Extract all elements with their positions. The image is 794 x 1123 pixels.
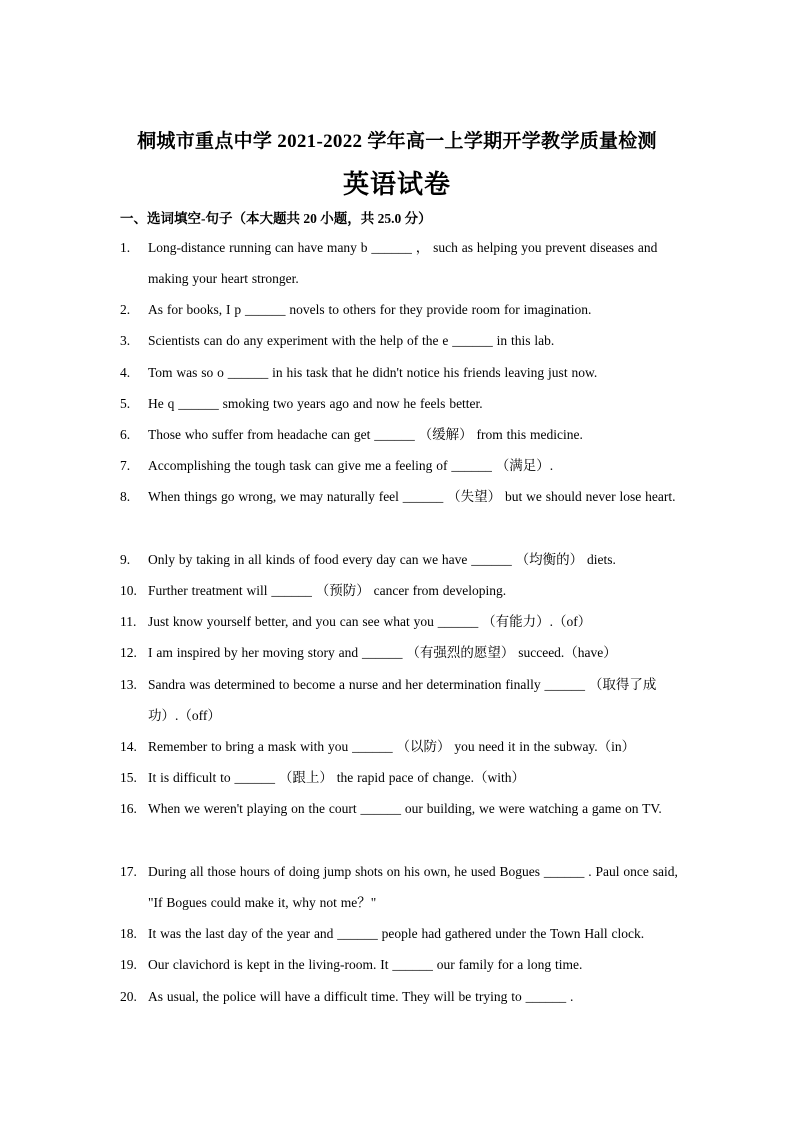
question-number: 11. [120,614,137,629]
question-text: It was the last day of the year and ______ people had gathered under the Town Hall clock. [148,926,645,941]
question-item [120,294,680,325]
question-text: Accomplishing the tough task can give me a feeling of ______ （满足）. [148,458,554,473]
question-text: I am inspired by her moving story and ______ （有强烈的愿望） succeed.（have） [148,645,617,660]
question-number: 20. [120,989,137,1004]
question-item [120,388,680,419]
page-subtitle: 英语试卷 [342,170,451,199]
question-item [120,918,680,949]
question-number: 6. [120,427,131,442]
question-item [120,544,680,575]
question-text: Remember to bring a mask with you ______ （以防） you need it in the subway.（in） [148,739,636,754]
question-text: Long-distance running can have many b ______ ， such as helping you prevent diseases and making your heart stronger. [148,240,658,286]
question-item [120,575,680,606]
question-item [120,731,680,762]
question-number: 4. [120,365,131,380]
question-text: It is difficult to ______ （跟上） the rapid pace of change.（with） [148,770,526,785]
question-number: 18. [120,926,137,941]
question-item [120,232,680,294]
question-text: Just know yourself better, and you can see what you ______ （有能力）.（of） [148,614,592,629]
question-text: When things go wrong, we may naturally feel ______ （失望） but we should never lose heart. [148,489,676,504]
question-number: 14. [120,739,137,754]
question-item [120,419,680,450]
question-item [120,637,680,668]
question-item [120,669,680,731]
question-text: As for books, I p ______ novels to others for they provide room for imagination. [148,302,592,317]
page-title: 桐城市重点中学 2021-2022 学年高一上学期开学教学质量检测 [137,131,657,152]
question-number: 15. [120,770,137,785]
question-text: When we weren't playing on the court ______ our building, we were watching a game on TV. [148,801,662,816]
question-text: He q ______ smoking two years ago and now he feels better. [148,396,483,411]
question-item [120,481,680,512]
question-number: 7. [120,458,131,473]
question-item [120,762,680,793]
question-item [120,949,680,980]
question-number: 17. [120,864,137,879]
question-text: Scientists can do any experiment with the help of the e ______ in this lab. [148,333,555,348]
question-number: 8. [120,489,131,504]
question-item [120,357,680,388]
question-item [120,606,680,637]
question-item [120,981,680,1012]
question-item [120,325,680,356]
question-number: 3. [120,333,131,348]
question-item [120,856,680,918]
section-heading: 一、选词填空-句子（本大题共 20 小题，共 25.0 分） [120,211,432,226]
question-text: Our clavichord is kept in the living-room. It ______ our family for a long time. [148,957,583,972]
question-number: 2. [120,302,131,317]
question-number: 19. [120,957,137,972]
question-text: Only by taking in all kinds of food every day can we have ______ （均衡的） diets. [148,552,616,567]
question-number: 9. [120,552,131,567]
question-item [120,450,680,481]
question-number: 10. [120,583,137,598]
question-text: Further treatment will ______ （预防） cancer from developing. [148,583,507,598]
question-text: As usual, the police will have a difficult time. They will be trying to ______ . [148,989,574,1004]
question-text: Those who suffer from headache can get ______ （缓解） from this medicine. [148,427,583,442]
question-number: 16. [120,801,137,816]
question-text: During all those hours of doing jump shots on his own, he used Bogues ______ . Paul once said, "If Bogues could make it, why not me？" [148,864,678,910]
question-number: 1. [120,240,131,255]
question-number: 5. [120,396,131,411]
question-item [120,793,680,824]
question-text: Tom was so o ______ in his task that he didn't notice his friends leaving just now. [148,365,598,380]
question-text: Sandra was determined to become a nurse and her determination finally ______ （取得了成功）.（off） [148,677,657,723]
question-number: 13. [120,677,137,692]
question-number: 12. [120,645,137,660]
